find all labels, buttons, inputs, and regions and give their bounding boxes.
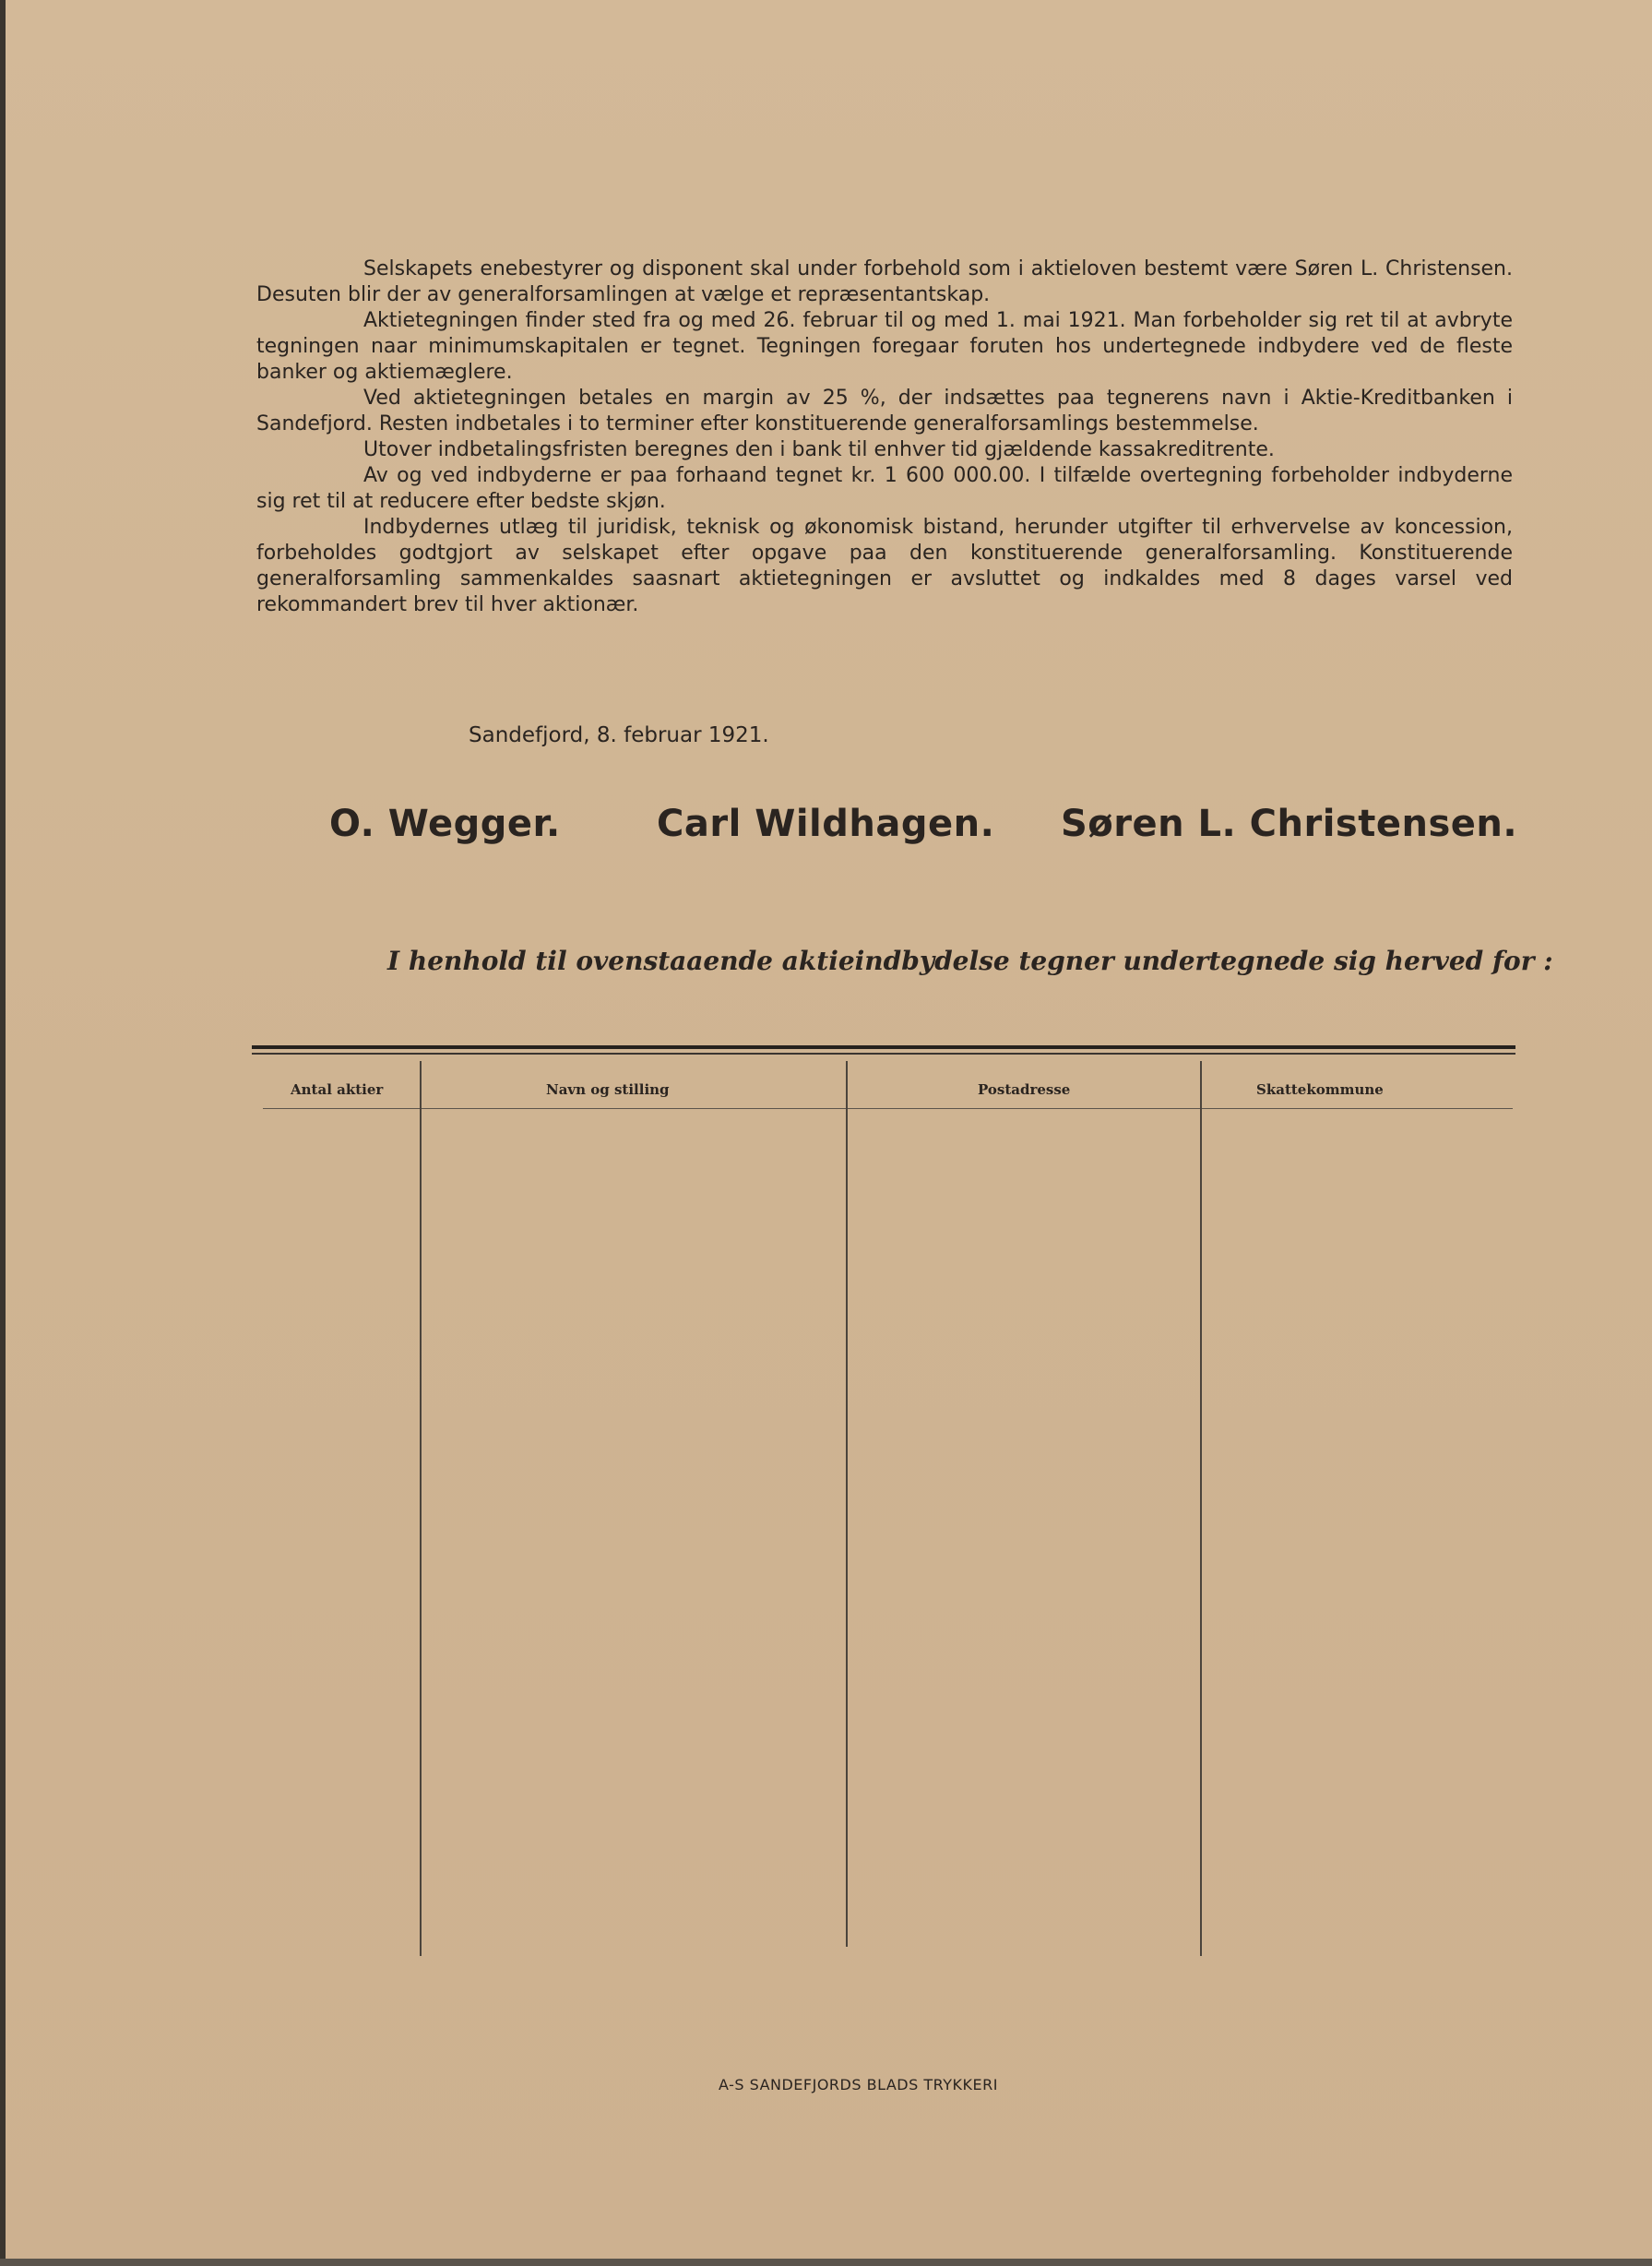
- paragraph-margin: Ved aktietegningen betales en margin av 25 %, der indsættes paa tegnerens navn i Aktie-Kreditbanken i Sandefjord. Resten indbetales i to terminer efter konstituerende generalforsamlings bestemmelse.: [256, 387, 1513, 435]
- signatory-wildhagen: Carl Wildhagen.: [657, 803, 995, 845]
- table-column-divider: [420, 1061, 422, 1956]
- date-line: Sandefjord, 8. februar 1921.: [469, 723, 769, 747]
- signatory-christensen: Søren L. Christensen.: [1061, 803, 1518, 845]
- column-header-postadresse: Postadresse: [978, 1081, 1071, 1098]
- paragraph-management: Selskapets enebestyrer og disponent skal under forbehold som i aktieloven bestemt være Søren L. Christensen. Desuten blir der av generalforsamlingen at vælge et repræsentantskap.: [256, 257, 1513, 306]
- paragraph-pre-subscribed: Av og ved indbyderne er paa forhaand tegnet kr. 1 600 000.00. I tilfælde overtegning forbeholder indbyderne sig ret til at reducere efter bedste skjøn.: [256, 464, 1513, 513]
- scan-edge-left: [0, 0, 6, 2266]
- body-text: [256, 256, 1513, 618]
- table-top-rule: [252, 1045, 1515, 1049]
- table-header-rule: [263, 1108, 1513, 1109]
- table-top-rule-thin: [252, 1053, 1515, 1055]
- scan-edge-bottom: [0, 2259, 1652, 2266]
- column-header-antal-aktier: Antal aktier: [291, 1081, 384, 1098]
- paragraph-subscription-period: Aktietegningen finder sted fra og med 26. februar til og med 1. mai 1921. Man forbeholder sig ret til at avbryte tegningen naar minimumskapitalen er tegnet. Tegningen foregaar foruten hos undertegnede indbydere ved de fleste banker og aktiemæglere.: [256, 309, 1513, 384]
- column-header-skattekommune: Skattekommune: [1256, 1081, 1384, 1098]
- printer-imprint: A-S SANDEFJORDS BLADS TRYKKERI: [719, 2076, 998, 2093]
- column-header-navn-og-stilling: Navn og stilling: [546, 1081, 670, 1098]
- table-column-divider: [1200, 1061, 1202, 1956]
- subscription-heading: I henhold til ovenstaaende aktieindbydelse tegner undertegnede sig herved for :: [387, 946, 1553, 976]
- paragraph-expenses: Indbydernes utlæg til juridisk, teknisk og økonomisk bistand, herunder utgifter til erhvervelse av koncession, forbeholdes godtgjort av selskapet efter opgave paa den konstituerende generalforsamling. Konstituerende generalforsamling sammenkaldes saasnart aktietegningen er avsluttet og indkaldes med 8 dages varsel ved rekommandert brev til hver aktionær.: [256, 516, 1513, 616]
- paragraph-interest: Utover indbetalingsfristen beregnes den i bank til enhver tid gjældende kassakreditrente.: [363, 438, 1275, 461]
- signatory-wegger: O. Wegger.: [329, 803, 561, 845]
- table-column-divider: [846, 1061, 848, 1947]
